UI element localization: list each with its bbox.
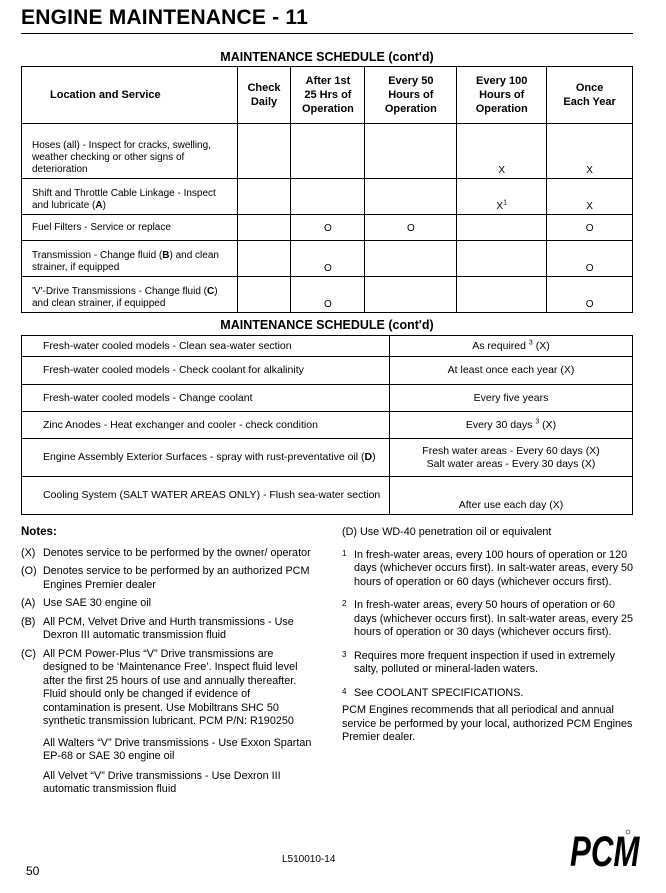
title-rule (21, 33, 633, 34)
mark-cell (237, 277, 291, 313)
note-c-walters: All Walters “V” Drive transmissions - Use Exxon Spartan EP-68 or SAE 30 engine oil (43, 736, 312, 762)
mark-cell: O (547, 277, 633, 313)
note-c: (C) All PCM Power-Plus “V” Drive transmissions are designed to be ‘Maintenance Free’. Inspect fluid level after the first 25 hours of use and annually thereafter. Fluid should only be changed if evidence of contamination is present. Use Mobiltrans SHC 50 synthetic transmission lubricant. PCM P/N: R190250 (21, 647, 298, 727)
note-a: (A) Use SAE 30 engine oil (21, 597, 152, 609)
mark-cell (237, 215, 291, 241)
row-desc: Shift and Throttle Cable Linkage - Inspect and lubricate (A) (22, 179, 238, 215)
service-cell: Fresh-water cooled models - Change coolant (22, 385, 390, 412)
service-cell: Zinc Anodes - Heat exchanger and cooler - check condition (22, 412, 390, 439)
row-desc: Hoses (all) - Inspect for cracks, swelling, weather checking or other signs of deterioration (22, 124, 238, 179)
mark-cell (457, 241, 547, 277)
notes-left-column (21, 526, 319, 803)
mark-cell: X (547, 124, 633, 179)
document-code: L510010-14 (282, 854, 336, 865)
table-row (22, 439, 633, 477)
footnote-2: 2 In fresh-water areas, every 50 hours of operation or 60 days (whichever occurs first). In salt-water areas, every 25 hours of operation or 30 days (whichever occurs first). (342, 599, 634, 638)
mark-cell (291, 124, 365, 179)
row-desc: Transmission - Change fluid (B) and clean strainer, if equipped (22, 241, 238, 277)
header-once-year: Once Each Year (547, 67, 633, 124)
row-desc: 'V'-Drive Transmissions - Change fluid (C) and clean strainer, if equipped (22, 277, 238, 313)
note-d: (D) Use WD-40 penetration oil or equivalent (342, 526, 552, 538)
mark-cell: O (291, 241, 365, 277)
mark-cell (365, 179, 457, 215)
mark-cell: O (547, 241, 633, 277)
service-cell: Fresh-water cooled models - Check coolant for alkalinity (22, 357, 390, 385)
note-o: (O) Denotes service to be performed by an authorized PCM Engines Premier dealer (21, 565, 310, 591)
mark-cell (365, 241, 457, 277)
closing-note: PCM Engines recommends that all periodical and annual service be performed by your local, authorized PCM Engines Premier dealer. (342, 704, 633, 743)
table-row (22, 385, 633, 412)
table-row (22, 412, 633, 439)
mark-cell (291, 179, 365, 215)
pcm-logo-text: PCM (570, 827, 640, 876)
row-desc: Fuel Filters - Service or replace (22, 215, 238, 241)
table-row (22, 241, 633, 277)
pcm-logo-graphic (570, 826, 640, 876)
interval-cell: Every five years (390, 385, 633, 412)
table-row (22, 477, 633, 515)
mark-cell: O (547, 215, 633, 241)
mark-cell: O (291, 215, 365, 241)
mark-cell (457, 215, 547, 241)
maintenance-table-2 (21, 335, 633, 515)
mark-cell: X (457, 124, 547, 179)
header-every-50: Every 50 Hours of Operation (365, 67, 457, 124)
mark-cell: O (291, 277, 365, 313)
note-b: (B) All PCM, Velvet Drive and Hurth transmissions - Use Dexron III automatic transmission fluid (21, 615, 294, 641)
footnote-1: 1 In fresh-water areas, every 100 hours of operation or 120 days (whichever occurs first). In salt-water areas, every 50 hours of operation or 60 days (whichever occurs first). (342, 548, 634, 588)
table-row (22, 215, 633, 241)
schedule1-title: MAINTENANCE SCHEDULE (cont'd) (220, 50, 434, 64)
header-check-daily: Check Daily (237, 67, 291, 124)
header-after-25: After 1st 25 Hrs of Operation (291, 67, 365, 124)
pcm-logo (570, 826, 640, 881)
mark-cell (457, 277, 547, 313)
service-cell: Fresh-water cooled models - Clean sea-water section (22, 336, 390, 357)
interval-cell: Every 30 days $^3$ (X) (390, 412, 633, 439)
interval-cell: At least once each year (X) (390, 357, 633, 385)
mark-cell (237, 241, 291, 277)
table-row (22, 336, 633, 357)
footnote-4: 4 See COOLANT SPECIFICATIONS. (342, 686, 524, 699)
notes-heading: Notes: (21, 526, 57, 538)
interval-cell: After use each day (X) (390, 477, 633, 515)
service-cell: Engine Assembly Exterior Surfaces - spray with rust-preventative oil (D) (22, 439, 390, 477)
mark-cell: X (547, 179, 633, 215)
table-row (22, 124, 633, 179)
table-row (22, 357, 633, 385)
mark-cell (365, 124, 457, 179)
mark-cell: O (365, 215, 457, 241)
mark-cell (237, 124, 291, 179)
note-x: (X) Denotes service to be performed by the owner/ operator (21, 546, 311, 559)
interval-cell: As required $^3$ (X) (390, 336, 633, 357)
maintenance-table-1 (21, 66, 633, 313)
table-row (22, 179, 633, 215)
mark-cell (365, 277, 457, 313)
schedule2-title: MAINTENANCE SCHEDULE (cont'd) (220, 318, 434, 332)
interval-cell: Fresh water areas - Every 60 days (X) Salt water areas - Every 30 days (X) (390, 439, 633, 477)
mark-cell (237, 179, 291, 215)
header-location: Location and Service (22, 67, 238, 124)
header-every-100: Every 100 Hours of Operation (457, 67, 547, 124)
page-title: ENGINE MAINTENANCE - 11 (21, 6, 308, 29)
notes-right-column (342, 526, 636, 755)
service-cell: Cooling System (SALT WATER AREAS ONLY) - Flush sea-water section (22, 477, 390, 515)
table-row (22, 277, 633, 313)
table-header-row (22, 67, 633, 124)
note-c-velvet: All Velvet “V” Drive transmissions - Use Dexron III automatic transmission fluid (43, 769, 281, 795)
page-number: 50 (26, 864, 40, 878)
footnote-3: 3 Requires more frequent inspection if used in extremely salty, polluted or mineral-laden waters. (342, 649, 616, 675)
mark-cell: $X^1$ (457, 179, 547, 215)
